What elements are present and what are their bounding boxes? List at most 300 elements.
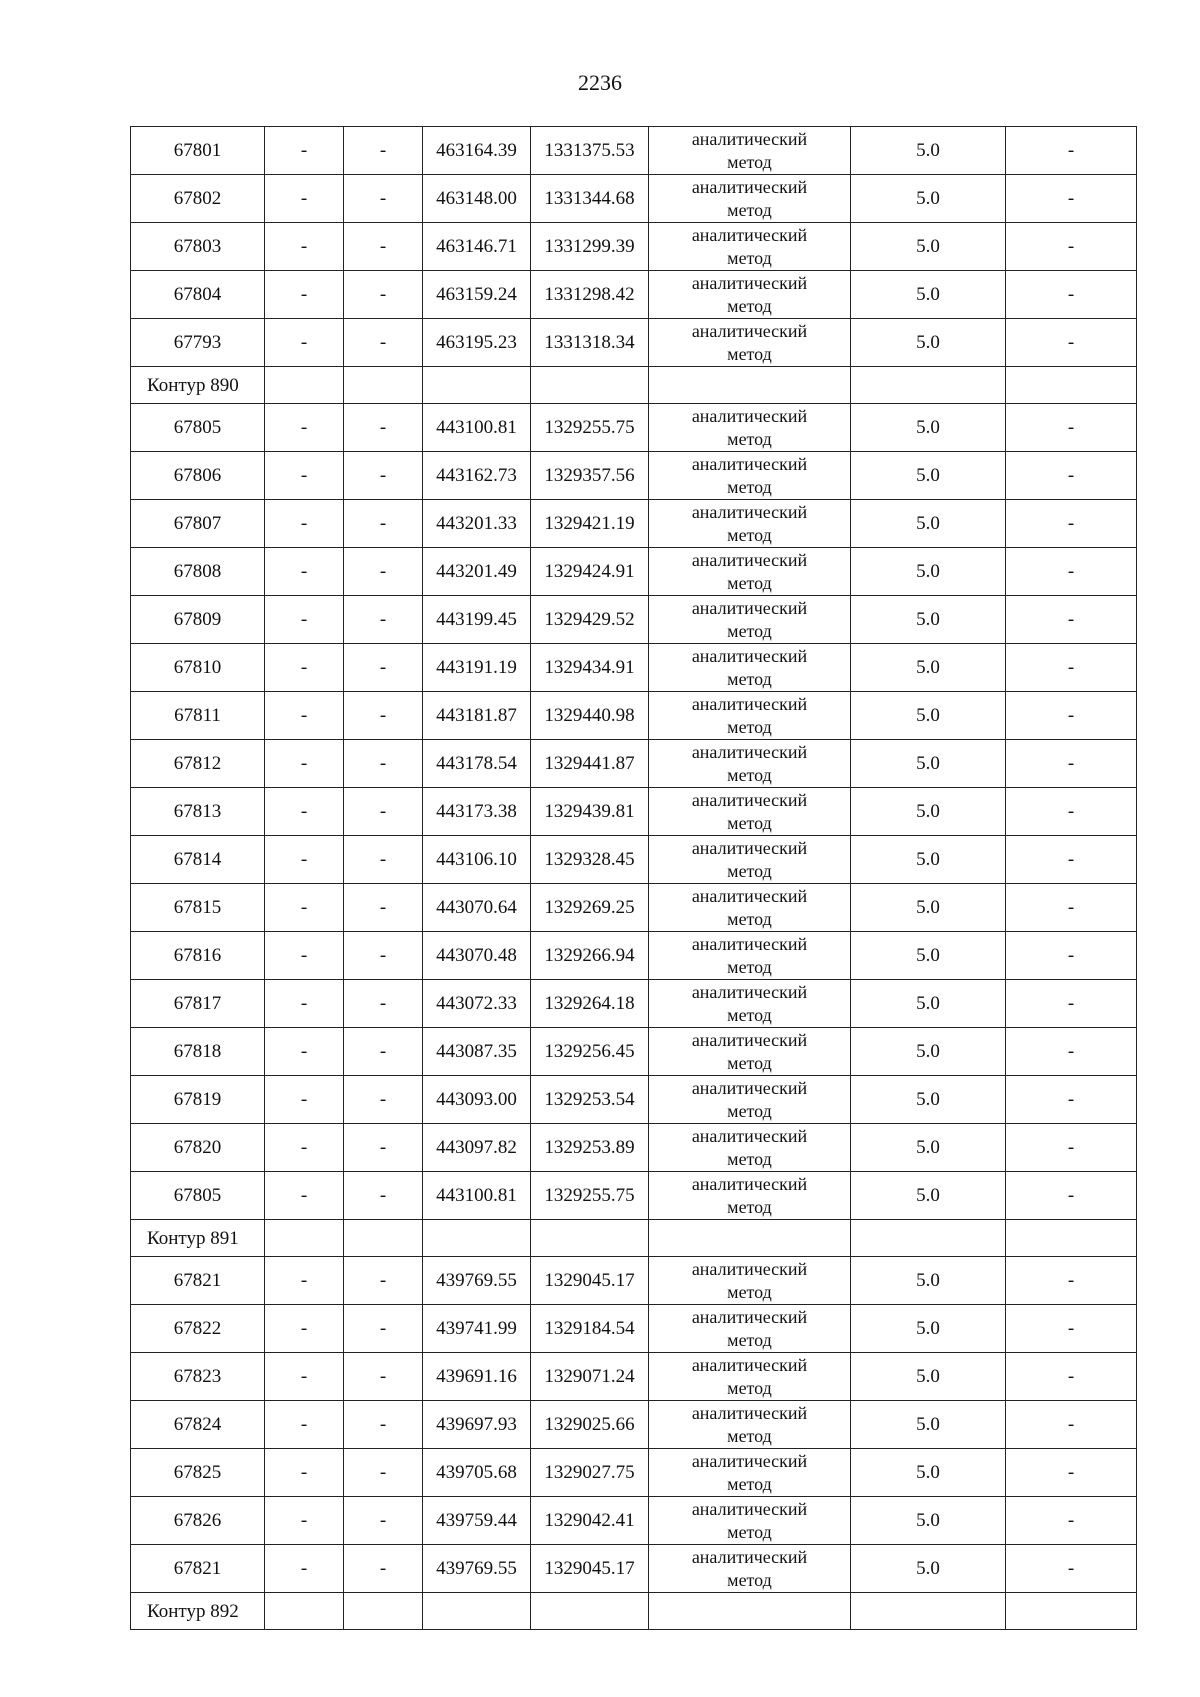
dash-cell: - <box>344 644 423 692</box>
table-row <box>131 1028 1137 1076</box>
dash-cell: - <box>344 1545 423 1593</box>
accuracy-cell: 5.0 <box>851 884 1006 932</box>
point-number-cell: 67809 <box>131 596 265 644</box>
coordinates-table <box>130 126 1137 1630</box>
empty-cell <box>1006 367 1137 404</box>
dash-cell: - <box>344 1497 423 1545</box>
contour-label: Контур 890 <box>131 367 265 404</box>
dash-cell: - <box>265 1028 344 1076</box>
accuracy-cell: 5.0 <box>851 1497 1006 1545</box>
x-coordinate-cell: 463195.23 <box>423 319 531 367</box>
method-line-1: аналитический <box>691 550 808 570</box>
table-row <box>131 500 1137 548</box>
y-coordinate-cell: 1329184.54 <box>531 1305 649 1353</box>
method-cell <box>649 271 851 319</box>
method-line-1: аналитический <box>691 1078 808 1098</box>
method-line-1: аналитический <box>691 1030 808 1050</box>
table-row <box>131 452 1137 500</box>
dash-cell: - <box>344 319 423 367</box>
contour-label: Контур 891 <box>131 1220 265 1257</box>
x-coordinate-cell: 443181.87 <box>423 692 531 740</box>
point-number-cell: 67821 <box>131 1545 265 1593</box>
y-coordinate-cell: 1331318.34 <box>531 319 649 367</box>
dash-cell: - <box>344 175 423 223</box>
method-cell <box>649 1497 851 1545</box>
x-coordinate-cell: 439769.55 <box>423 1545 531 1593</box>
point-number-cell: 67807 <box>131 500 265 548</box>
method-line-2: метод <box>727 909 772 929</box>
method-line-2: метод <box>727 1053 772 1073</box>
point-number-cell: 67812 <box>131 740 265 788</box>
dash-cell: - <box>265 319 344 367</box>
method-cell <box>649 127 851 175</box>
x-coordinate-cell: 443093.00 <box>423 1076 531 1124</box>
method-cell <box>649 1449 851 1497</box>
x-coordinate-cell: 443100.81 <box>423 1172 531 1220</box>
method-line-2: метод <box>727 1426 772 1446</box>
method-line-1: аналитический <box>691 886 808 906</box>
dash-cell: - <box>344 836 423 884</box>
description-cell: - <box>1006 452 1137 500</box>
dash-cell: - <box>344 1257 423 1305</box>
dash-cell: - <box>265 836 344 884</box>
accuracy-cell: 5.0 <box>851 319 1006 367</box>
dash-cell: - <box>265 1449 344 1497</box>
description-cell: - <box>1006 1497 1137 1545</box>
empty-cell <box>531 1220 649 1257</box>
dash-cell: - <box>344 127 423 175</box>
accuracy-cell: 5.0 <box>851 1401 1006 1449</box>
method-cell <box>649 500 851 548</box>
table-row <box>131 740 1137 788</box>
point-number-cell: 67822 <box>131 1305 265 1353</box>
contour-label: Контур 892 <box>131 1593 265 1630</box>
point-number-cell: 67811 <box>131 692 265 740</box>
dash-cell: - <box>344 1028 423 1076</box>
dash-cell: - <box>344 404 423 452</box>
dash-cell: - <box>344 596 423 644</box>
empty-cell <box>265 1593 344 1630</box>
method-line-2: метод <box>727 669 772 689</box>
point-number-cell: 67805 <box>131 404 265 452</box>
table-row <box>131 932 1137 980</box>
table-row <box>131 1172 1137 1220</box>
accuracy-cell: 5.0 <box>851 404 1006 452</box>
description-cell: - <box>1006 548 1137 596</box>
dash-cell: - <box>265 175 344 223</box>
accuracy-cell: 5.0 <box>851 1449 1006 1497</box>
dash-cell: - <box>344 932 423 980</box>
method-line-1: аналитический <box>691 982 808 1002</box>
point-number-cell: 67808 <box>131 548 265 596</box>
method-line-2: метод <box>727 1197 772 1217</box>
method-cell <box>649 1172 851 1220</box>
y-coordinate-cell: 1329255.75 <box>531 404 649 452</box>
y-coordinate-cell: 1329027.75 <box>531 1449 649 1497</box>
x-coordinate-cell: 443191.19 <box>423 644 531 692</box>
accuracy-cell: 5.0 <box>851 127 1006 175</box>
dash-cell: - <box>265 692 344 740</box>
empty-cell <box>649 1593 851 1630</box>
y-coordinate-cell: 1329253.54 <box>531 1076 649 1124</box>
accuracy-cell: 5.0 <box>851 644 1006 692</box>
point-number-cell: 67810 <box>131 644 265 692</box>
table-row <box>131 1401 1137 1449</box>
y-coordinate-cell: 1331299.39 <box>531 223 649 271</box>
method-line-2: метод <box>727 1282 772 1302</box>
point-number-cell: 67805 <box>131 1172 265 1220</box>
table-row <box>131 1076 1137 1124</box>
point-number-cell: 67801 <box>131 127 265 175</box>
dash-cell: - <box>344 271 423 319</box>
table-row <box>131 980 1137 1028</box>
method-cell <box>649 1076 851 1124</box>
accuracy-cell: 5.0 <box>851 1257 1006 1305</box>
y-coordinate-cell: 1329434.91 <box>531 644 649 692</box>
x-coordinate-cell: 443097.82 <box>423 1124 531 1172</box>
table-row <box>131 271 1137 319</box>
point-number-cell: 67826 <box>131 1497 265 1545</box>
y-coordinate-cell: 1329253.89 <box>531 1124 649 1172</box>
dash-cell: - <box>265 1076 344 1124</box>
method-cell <box>649 980 851 1028</box>
table-row <box>131 1257 1137 1305</box>
method-line-1: аналитический <box>691 406 808 426</box>
y-coordinate-cell: 1331298.42 <box>531 271 649 319</box>
method-line-1: аналитический <box>691 1403 808 1423</box>
dash-cell: - <box>265 548 344 596</box>
description-cell: - <box>1006 1124 1137 1172</box>
method-line-2: метод <box>727 525 772 545</box>
method-cell <box>649 932 851 980</box>
method-line-2: метод <box>727 296 772 316</box>
method-cell <box>649 596 851 644</box>
table-row <box>131 884 1137 932</box>
empty-cell <box>344 1593 423 1630</box>
dash-cell: - <box>265 788 344 836</box>
point-number-cell: 67818 <box>131 1028 265 1076</box>
accuracy-cell: 5.0 <box>851 500 1006 548</box>
dash-cell: - <box>265 1353 344 1401</box>
description-cell: - <box>1006 175 1137 223</box>
dash-cell: - <box>265 740 344 788</box>
method-cell <box>649 884 851 932</box>
dash-cell: - <box>265 644 344 692</box>
y-coordinate-cell: 1329266.94 <box>531 932 649 980</box>
y-coordinate-cell: 1329256.45 <box>531 1028 649 1076</box>
method-line-1: аналитический <box>691 502 808 522</box>
description-cell: - <box>1006 404 1137 452</box>
empty-cell <box>531 367 649 404</box>
dash-cell: - <box>344 1449 423 1497</box>
x-coordinate-cell: 463164.39 <box>423 127 531 175</box>
dash-cell: - <box>344 1076 423 1124</box>
method-line-2: метод <box>727 1330 772 1350</box>
dash-cell: - <box>344 1172 423 1220</box>
y-coordinate-cell: 1331375.53 <box>531 127 649 175</box>
x-coordinate-cell: 439697.93 <box>423 1401 531 1449</box>
accuracy-cell: 5.0 <box>851 980 1006 1028</box>
accuracy-cell: 5.0 <box>851 1353 1006 1401</box>
x-coordinate-cell: 463146.71 <box>423 223 531 271</box>
dash-cell: - <box>344 692 423 740</box>
y-coordinate-cell: 1329071.24 <box>531 1353 649 1401</box>
accuracy-cell: 5.0 <box>851 596 1006 644</box>
accuracy-cell: 5.0 <box>851 223 1006 271</box>
accuracy-cell: 5.0 <box>851 548 1006 596</box>
dash-cell: - <box>265 1257 344 1305</box>
dash-cell: - <box>265 223 344 271</box>
y-coordinate-cell: 1329025.66 <box>531 1401 649 1449</box>
method-cell <box>649 1305 851 1353</box>
method-line-1: аналитический <box>691 646 808 666</box>
description-cell: - <box>1006 1353 1137 1401</box>
method-line-2: метод <box>727 1378 772 1398</box>
table-row <box>131 175 1137 223</box>
description-cell: - <box>1006 788 1137 836</box>
accuracy-cell: 5.0 <box>851 1028 1006 1076</box>
description-cell: - <box>1006 740 1137 788</box>
description-cell: - <box>1006 500 1137 548</box>
dash-cell: - <box>344 980 423 1028</box>
contour-header-row <box>131 367 1137 404</box>
dash-cell: - <box>344 1353 423 1401</box>
method-line-2: метод <box>727 957 772 977</box>
dash-cell: - <box>265 1545 344 1593</box>
method-line-1: аналитический <box>691 1174 808 1194</box>
description-cell: - <box>1006 1028 1137 1076</box>
description-cell: - <box>1006 1076 1137 1124</box>
x-coordinate-cell: 439759.44 <box>423 1497 531 1545</box>
table-body <box>131 127 1137 1630</box>
dash-cell: - <box>344 500 423 548</box>
dash-cell: - <box>344 452 423 500</box>
method-cell <box>649 692 851 740</box>
dash-cell: - <box>344 884 423 932</box>
table-row <box>131 1305 1137 1353</box>
method-line-2: метод <box>727 1149 772 1169</box>
empty-cell <box>1006 1220 1137 1257</box>
method-cell <box>649 836 851 884</box>
x-coordinate-cell: 463148.00 <box>423 175 531 223</box>
empty-cell <box>423 1593 531 1630</box>
method-line-2: метод <box>727 1522 772 1542</box>
method-cell <box>649 404 851 452</box>
x-coordinate-cell: 443178.54 <box>423 740 531 788</box>
method-line-2: метод <box>727 429 772 449</box>
point-number-cell: 67817 <box>131 980 265 1028</box>
dash-cell: - <box>344 1305 423 1353</box>
table-row <box>131 1353 1137 1401</box>
description-cell: - <box>1006 1401 1137 1449</box>
accuracy-cell: 5.0 <box>851 1305 1006 1353</box>
table-row <box>131 404 1137 452</box>
description-cell: - <box>1006 1257 1137 1305</box>
dash-cell: - <box>265 980 344 1028</box>
method-line-1: аналитический <box>691 129 808 149</box>
dash-cell: - <box>344 1401 423 1449</box>
dash-cell: - <box>265 596 344 644</box>
method-line-1: аналитический <box>691 1307 808 1327</box>
dash-cell: - <box>265 1124 344 1172</box>
point-number-cell: 67823 <box>131 1353 265 1401</box>
y-coordinate-cell: 1329045.17 <box>531 1545 649 1593</box>
method-line-2: метод <box>727 477 772 497</box>
contour-header-row <box>131 1220 1137 1257</box>
accuracy-cell: 5.0 <box>851 1124 1006 1172</box>
accuracy-cell: 5.0 <box>851 1076 1006 1124</box>
method-line-1: аналитический <box>691 1451 808 1471</box>
method-line-2: метод <box>727 248 772 268</box>
method-cell <box>649 644 851 692</box>
empty-cell <box>531 1593 649 1630</box>
x-coordinate-cell: 439691.16 <box>423 1353 531 1401</box>
x-coordinate-cell: 439769.55 <box>423 1257 531 1305</box>
x-coordinate-cell: 439741.99 <box>423 1305 531 1353</box>
y-coordinate-cell: 1329429.52 <box>531 596 649 644</box>
point-number-cell: 67819 <box>131 1076 265 1124</box>
x-coordinate-cell: 443106.10 <box>423 836 531 884</box>
table-row <box>131 788 1137 836</box>
accuracy-cell: 5.0 <box>851 692 1006 740</box>
method-cell <box>649 1545 851 1593</box>
dash-cell: - <box>265 452 344 500</box>
contour-header-row <box>131 1593 1137 1630</box>
table-row <box>131 1124 1137 1172</box>
table-row <box>131 596 1137 644</box>
table-row <box>131 223 1137 271</box>
method-line-2: метод <box>727 1005 772 1025</box>
method-line-1: аналитический <box>691 1499 808 1519</box>
method-cell <box>649 1124 851 1172</box>
y-coordinate-cell: 1329269.25 <box>531 884 649 932</box>
x-coordinate-cell: 443173.38 <box>423 788 531 836</box>
point-number-cell: 67802 <box>131 175 265 223</box>
description-cell: - <box>1006 1545 1137 1593</box>
x-coordinate-cell: 443070.64 <box>423 884 531 932</box>
point-number-cell: 67825 <box>131 1449 265 1497</box>
table-row <box>131 319 1137 367</box>
y-coordinate-cell: 1329042.41 <box>531 1497 649 1545</box>
method-line-2: метод <box>727 152 772 172</box>
method-line-2: метод <box>727 621 772 641</box>
dash-cell: - <box>265 271 344 319</box>
x-coordinate-cell: 443201.33 <box>423 500 531 548</box>
table-row <box>131 1545 1137 1593</box>
method-cell <box>649 1401 851 1449</box>
accuracy-cell: 5.0 <box>851 175 1006 223</box>
description-cell: - <box>1006 692 1137 740</box>
method-cell <box>649 788 851 836</box>
empty-cell <box>649 1220 851 1257</box>
empty-cell <box>1006 1593 1137 1630</box>
method-line-1: аналитический <box>691 273 808 293</box>
table-row <box>131 1449 1137 1497</box>
dash-cell: - <box>265 1497 344 1545</box>
method-line-2: метод <box>727 1570 772 1590</box>
point-number-cell: 67804 <box>131 271 265 319</box>
method-line-2: метод <box>727 200 772 220</box>
accuracy-cell: 5.0 <box>851 452 1006 500</box>
dash-cell: - <box>265 500 344 548</box>
empty-cell <box>423 1220 531 1257</box>
x-coordinate-cell: 443087.35 <box>423 1028 531 1076</box>
method-line-1: аналитический <box>691 1126 808 1146</box>
description-cell: - <box>1006 836 1137 884</box>
table-row <box>131 548 1137 596</box>
description-cell: - <box>1006 596 1137 644</box>
y-coordinate-cell: 1329421.19 <box>531 500 649 548</box>
x-coordinate-cell: 443162.73 <box>423 452 531 500</box>
description-cell: - <box>1006 1305 1137 1353</box>
description-cell: - <box>1006 884 1137 932</box>
method-cell <box>649 175 851 223</box>
description-cell: - <box>1006 980 1137 1028</box>
method-line-1: аналитический <box>691 694 808 714</box>
method-cell <box>649 1353 851 1401</box>
method-line-1: аналитический <box>691 454 808 474</box>
y-coordinate-cell: 1329357.56 <box>531 452 649 500</box>
description-cell: - <box>1006 319 1137 367</box>
point-number-cell: 67813 <box>131 788 265 836</box>
method-line-1: аналитический <box>691 225 808 245</box>
point-number-cell: 67803 <box>131 223 265 271</box>
y-coordinate-cell: 1329441.87 <box>531 740 649 788</box>
method-line-1: аналитический <box>691 1355 808 1375</box>
method-line-2: метод <box>727 813 772 833</box>
point-number-cell: 67820 <box>131 1124 265 1172</box>
dash-cell: - <box>344 223 423 271</box>
method-cell <box>649 452 851 500</box>
method-line-2: метод <box>727 717 772 737</box>
table-row <box>131 644 1137 692</box>
method-line-2: метод <box>727 344 772 364</box>
dash-cell: - <box>265 1401 344 1449</box>
method-cell <box>649 548 851 596</box>
accuracy-cell: 5.0 <box>851 932 1006 980</box>
x-coordinate-cell: 463159.24 <box>423 271 531 319</box>
y-coordinate-cell: 1329264.18 <box>531 980 649 1028</box>
method-line-1: аналитический <box>691 1547 808 1567</box>
accuracy-cell: 5.0 <box>851 788 1006 836</box>
accuracy-cell: 5.0 <box>851 836 1006 884</box>
empty-cell <box>344 367 423 404</box>
accuracy-cell: 5.0 <box>851 1545 1006 1593</box>
y-coordinate-cell: 1331344.68 <box>531 175 649 223</box>
dash-cell: - <box>265 1305 344 1353</box>
method-cell <box>649 1257 851 1305</box>
y-coordinate-cell: 1329045.17 <box>531 1257 649 1305</box>
dash-cell: - <box>265 884 344 932</box>
point-number-cell: 67821 <box>131 1257 265 1305</box>
method-line-1: аналитический <box>691 838 808 858</box>
description-cell: - <box>1006 127 1137 175</box>
method-line-1: аналитический <box>691 1259 808 1279</box>
empty-cell <box>649 367 851 404</box>
method-line-1: аналитический <box>691 934 808 954</box>
x-coordinate-cell: 443070.48 <box>423 932 531 980</box>
point-number-cell: 67814 <box>131 836 265 884</box>
empty-cell <box>265 1220 344 1257</box>
y-coordinate-cell: 1329328.45 <box>531 836 649 884</box>
method-line-2: метод <box>727 1101 772 1121</box>
point-number-cell: 67816 <box>131 932 265 980</box>
empty-cell <box>423 367 531 404</box>
point-number-cell: 67793 <box>131 319 265 367</box>
method-cell <box>649 319 851 367</box>
description-cell: - <box>1006 1172 1137 1220</box>
method-line-1: аналитический <box>691 742 808 762</box>
